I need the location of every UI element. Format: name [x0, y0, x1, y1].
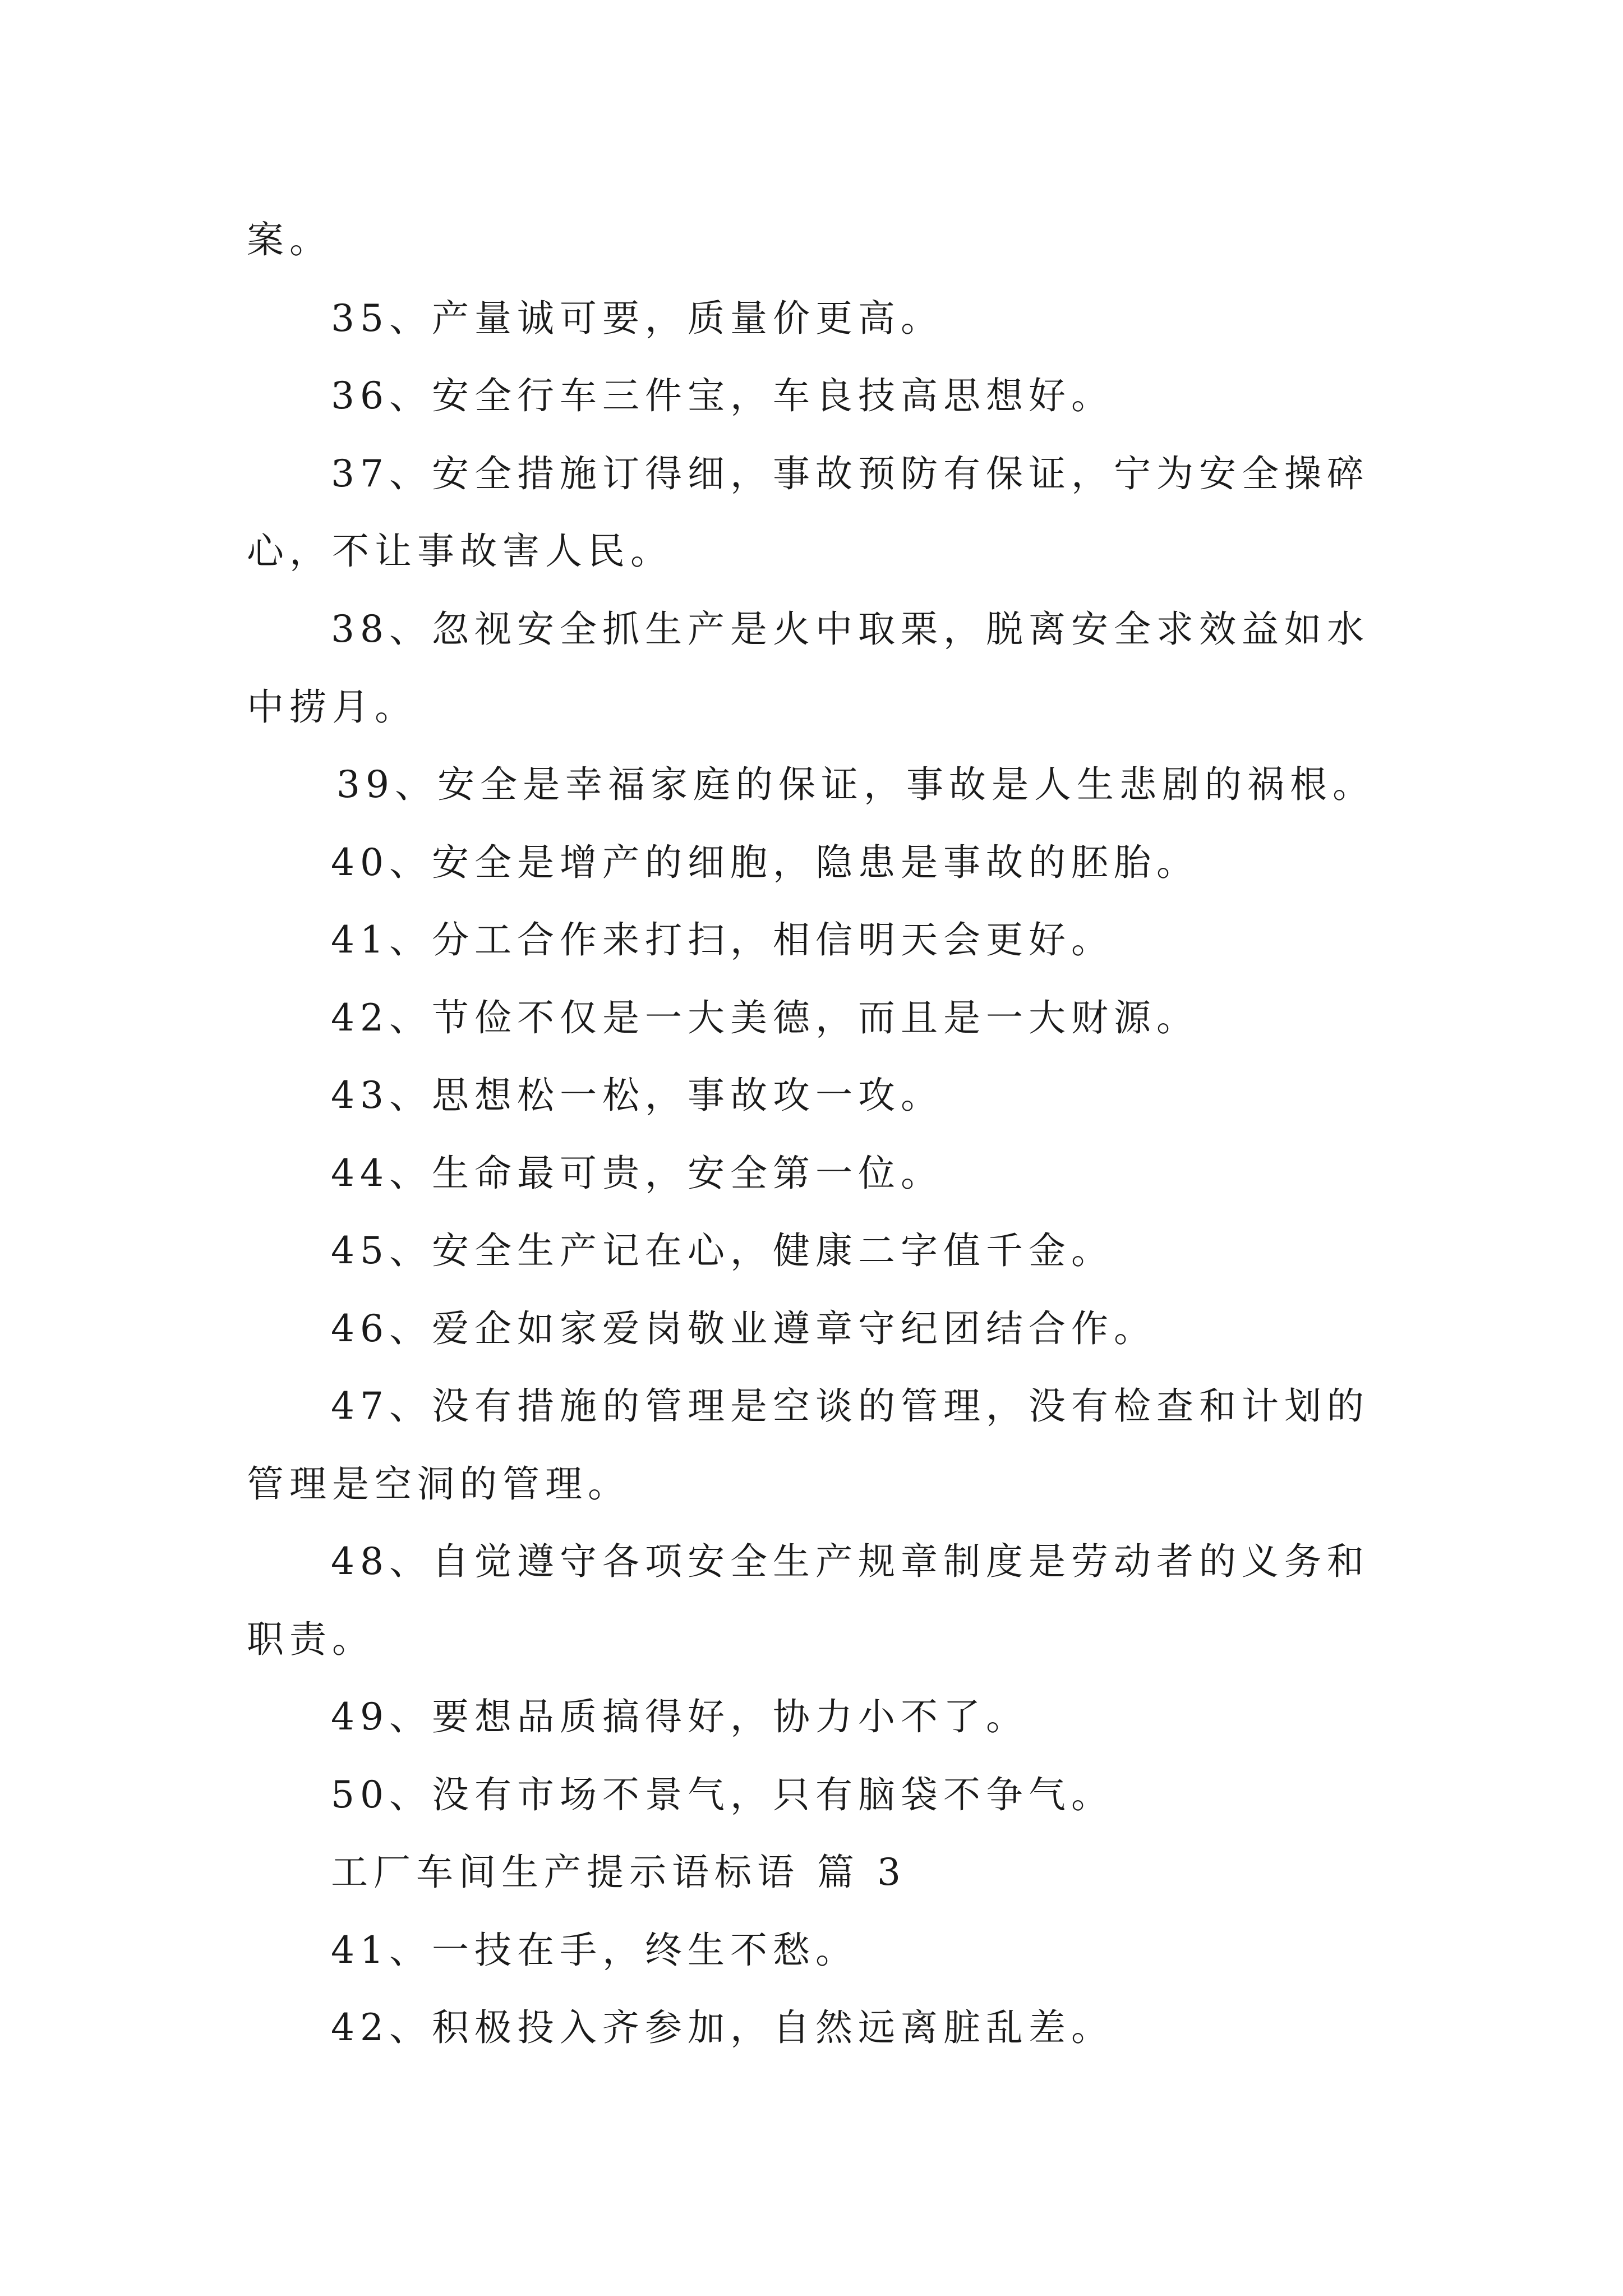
paragraph-line: 37、安全措施订得细，事故预防有保证，宁为安全操碎: [331, 452, 1370, 495]
paragraph-line: 45、安全生产记在心，健康二字值千金。: [331, 1229, 1114, 1272]
paragraph-line: 46、爱企如家爱岗敬业遵章守纪团结合作。: [331, 1307, 1156, 1350]
paragraph-line: 42、积极投入齐参加，自然远离脏乱差。: [331, 2006, 1114, 2049]
paragraph-line: 中捞月。: [247, 685, 417, 729]
paragraph-line: 案。: [247, 218, 332, 261]
paragraph-line: 49、要想品质搞得好，协力小不了。: [331, 1695, 1029, 1738]
paragraph-line: 35、产量诚可要，质量价更高。: [331, 297, 943, 340]
paragraph-line: 44、生命最可贵，安全第一位。: [331, 1152, 943, 1195]
paragraph-line: 38、忽视安全抓生产是火中取栗，脱离安全求效益如水: [331, 608, 1370, 651]
paragraph-line: 管理是空洞的管理。: [247, 1462, 630, 1506]
paragraph-line: 40、安全是增产的细胞，隐患是事故的胚胎。: [331, 841, 1199, 884]
section-heading: 工厂车间生产提示语标语 篇 3: [331, 1851, 906, 1894]
paragraph-line: 47、没有措施的管理是空谈的管理，没有检查和计划的: [331, 1384, 1370, 1428]
paragraph-line: 36、安全行车三件宝，车良技高思想好。: [331, 374, 1114, 417]
paragraph-line: 41、一技在手，终生不愁。: [331, 1929, 858, 1972]
paragraph-line: 43、思想松一松，事故攻一攻。: [331, 1074, 943, 1117]
paragraph-line: 职责。: [247, 1618, 375, 1661]
paragraph-line: 42、节俭不仅是一大美德，而且是一大财源。: [331, 996, 1199, 1039]
paragraph-line: 心，不让事故害人民。: [247, 530, 673, 573]
paragraph-line: 39、安全是幸福家庭的保证，事故是人生悲剧的祸根。: [336, 763, 1375, 806]
paragraph-line: 50、没有市场不景气，只有脑袋不争气。: [331, 1773, 1114, 1816]
paragraph-line: 48、自觉遵守各项安全生产规章制度是劳动者的义务和: [331, 1540, 1370, 1583]
paragraph-line: 41、分工合作来打扫，相信明天会更好。: [331, 918, 1114, 961]
